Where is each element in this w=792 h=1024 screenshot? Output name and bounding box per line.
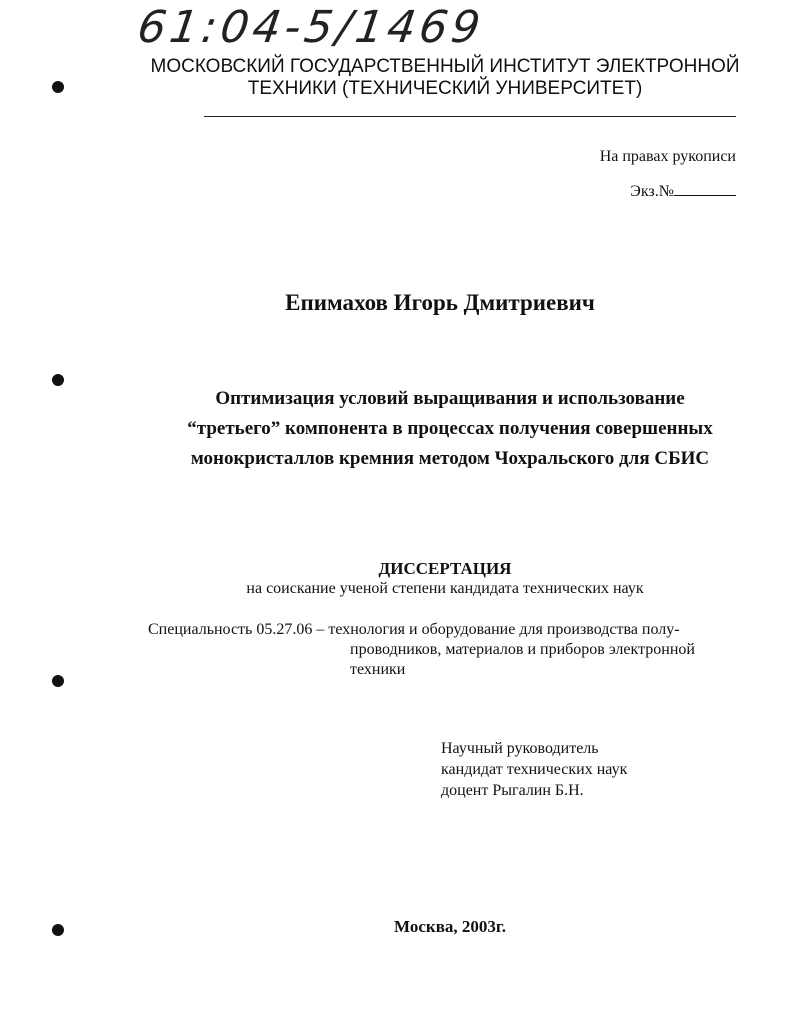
specialty-line-3: техники bbox=[350, 661, 406, 678]
scientific-advisor bbox=[441, 738, 627, 801]
punch-hole-1 bbox=[52, 81, 64, 93]
manuscript-rights: На правах рукописи bbox=[599, 148, 736, 165]
header-divider bbox=[204, 116, 736, 117]
punch-hole-3 bbox=[52, 675, 64, 687]
degree-statement: на соискание ученой степени кандидата технических наук bbox=[246, 580, 644, 597]
copy-number-label: Экз.№ bbox=[630, 183, 674, 200]
advisor-degree: кандидат технических наук bbox=[441, 761, 628, 778]
title-line-2: “третьего” компонента в процессах получения совершенных bbox=[187, 418, 713, 439]
title-line-3: монокристаллов кремния методом Чохральского для СБИС bbox=[190, 448, 710, 469]
institution-name bbox=[150, 56, 740, 100]
specialty bbox=[148, 620, 748, 680]
copy-number-blank bbox=[674, 179, 736, 196]
work-type: ДИССЕРТАЦИЯ bbox=[378, 559, 512, 578]
punch-hole-4 bbox=[52, 924, 64, 936]
handwritten-archive-number: 61:04-5/1469 bbox=[134, 2, 488, 53]
city-year: Москва, 2003г. bbox=[394, 917, 506, 936]
specialty-line-1: Специальность 05.27.06 – технология и оборудование для производства полу- bbox=[148, 621, 680, 638]
institution-line-2: ТЕХНИКИ (ТЕХНИЧЕСКИЙ УНИВЕРСИТЕТ) bbox=[247, 78, 643, 99]
punch-hole-2 bbox=[52, 374, 64, 386]
dissertation-title bbox=[150, 384, 750, 474]
advisor-role: Научный руководитель bbox=[441, 740, 599, 757]
title-line-1: Оптимизация условий выращивания и использование bbox=[215, 388, 685, 409]
institution-line-1: МОСКОВСКИЙ ГОСУДАРСТВЕННЫЙ ИНСТИТУТ ЭЛЕКТРОННОЙ bbox=[150, 56, 740, 77]
copy-number bbox=[630, 179, 736, 201]
specialty-line-2: проводников, материалов и приборов электронной bbox=[350, 641, 695, 658]
advisor-name: доцент Рыгалин Б.Н. bbox=[441, 782, 584, 799]
author-name: Епимахов Игорь Дмитриевич bbox=[285, 290, 595, 315]
